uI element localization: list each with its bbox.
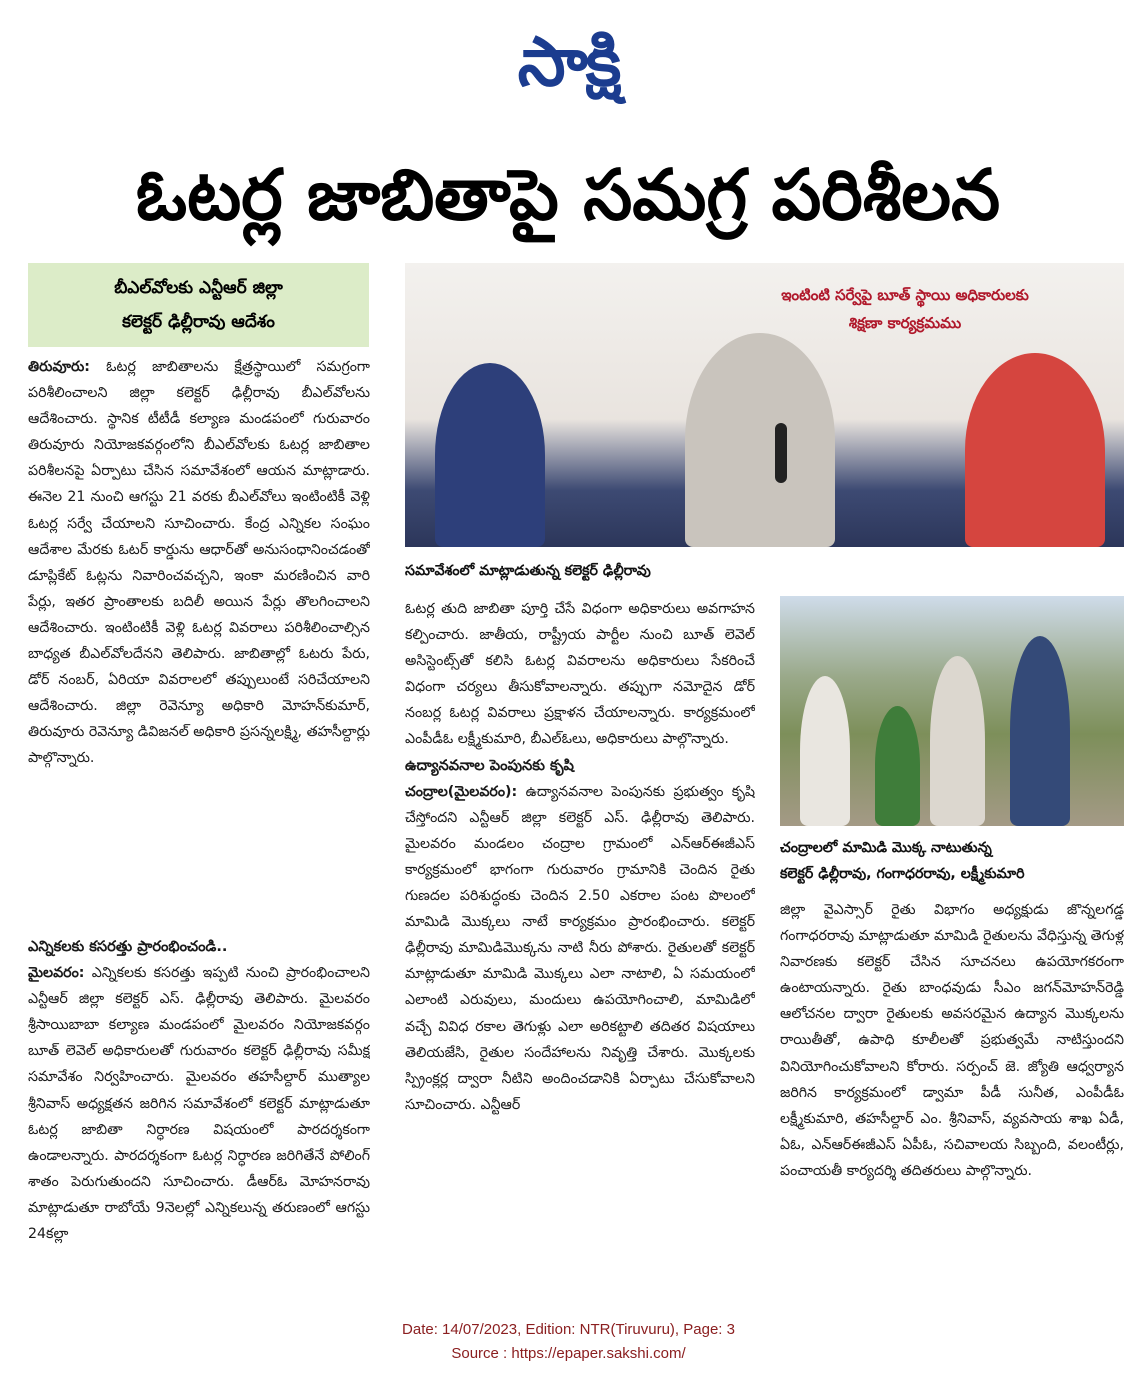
person-planting-2 bbox=[930, 656, 985, 826]
person-left bbox=[435, 363, 545, 547]
mango-sapling bbox=[875, 706, 920, 826]
subhead-box bbox=[28, 263, 369, 347]
article-tiruvuru-body: ఓటర్ల జాబితాలను క్షేత్రస్థాయిలో సమగ్రంగా పరిశీలించాలని జిల్లా కలెక్టర్‌ ఢిల్లీరావు బీఎల్‌వోలను ఆదేశించారు. స్థానిక టీటీడీ కల్యాణ మండపంలో గురువారం తిరువూరు నియోజకవర్గంలోని బీఎల్‌వోలకు ఓటర్ల జాబితాల పరిశీలనపై ఏర్పాటు చేసిన సమావేశంలో ఆయన మాట్లాడారు. ఈనెల 21 నుంచి ఆగస్టు 21 వరకు బీఎల్‌వోలు ఇంటింటికీ వెళ్లి ఓటర్ల సర్వే చేయాలని సూచించారు. కేంద్ర ఎన్నికల సంఘం ఆదేశాల మేరకు ఓటర్‌ కార్డును ఆధార్‌తో అనుసంధానించడంతో డూప్లికేట్‌ ఓట్లను నివారించవచ్చని, ఇంకా మరణించిన వారి పేర్లు, ఇతర ప్రాంతాలకు బదిలీ అయిన పేర్లు తొలగించాలని ఆదేశించారు. ఇంటింటికీ వెళ్లి ఓటర్ల వివరాలు పరిశీలించాల్సిన బాధ్యత బీఎల్‌వోలదేనని తెలిపారు. జాబితాల్లో ఓటరు పేరు, డోర్‌ నంబర్‌, ఏరియా వివరాలలో తప్పులుంటే సరిచేయాలని ఆదేశించారు. జిల్లా రెవెన్యూ అధికారి మోహన్‌కుమార్‌, తిరువూరు రెవెన్యూ డివిజనల్‌ అధికారి ప్రసన్నలక్ష్మి, తహసీల్దార్లు పాల్గొన్నారు. bbox=[28, 359, 370, 767]
article-column-3 bbox=[780, 897, 1124, 1297]
banner-line-2: శిక్షణా కార్యక్రమము bbox=[848, 314, 962, 332]
photo-banner bbox=[695, 281, 1115, 341]
dateline-tiruvuru: తిరువూరు: bbox=[28, 359, 90, 375]
subhead-line-1: బీఎల్‌వోలకు ఎన్టీఆర్‌ జిల్లా bbox=[114, 278, 283, 298]
masthead bbox=[0, 18, 1137, 108]
article-horticulture-body: ఉద్యానవనాల పెంపునకు ప్రభుత్వం కృషి చేస్తోందని ఎన్టీఆర్‌ జిల్లా కలెక్టర్‌ ఎస్‌. ఢిల్లీరావు తెలిపారు. మైలవరం మండలం చంద్రాల గ్రామంలో ఎన్‌ఆర్‌ఈజీఎస్‌ కార్యక్రమంలో భాగంగా గురువారం గ్రామానికి చెందిన రైతు గుణదల పరిశుద్ధంకు చెందిన 2.50 ఎకరాల పంట పొలంలో మామిడి మొక్కలు నాటే కార్యక్రమం ప్రారంభించారు. కలెక్టర్‌ ఢిల్లీరావు మామిడిమొక్కను నాటి నీరు పోశారు. రైతులతో కలెక్టర్‌ మాట్లాడుతూ మామిడి మొక్కలు ఎలా నాటాలి, ఏ సమయంలో ఎలాంటి ఎరువులు, మందులు ఉపయోగించాలి, మామిడిలో వచ్చే వివిధ రకాల తెగుళ్లు ఎలా అరికట్టాలి తదితర విషయాలు తెలియజేసి, రైతుల సందేహాలను నివృత్తి చేశారు. మొక్కలకు స్ప్రింక్లర్ల ద్వారా నీటిని అందించడానికి ఏర్పాటు చేసుకోవాలని సూచించారు. ఎన్టీఆర్‌ bbox=[405, 783, 755, 1113]
article-column-3-body: జిల్లా వైఎస్సార్‌ రైతు విభాగం అధ్యక్షుడు జొన్నలగడ్డ గంగాధరరావు మాట్లాడుతూ మామిడి రైతులను వేధిస్తున్న తెగుళ్ల నివారణకు కలెక్టర్‌ చేసిన సూచనలు ఉపయోగకరంగా ఉంటాయన్నారు. రైతు బాంధవుడు సీఎం జగన్‌మోహన్‌రెడ్డి ఆలోచనల ద్వారా రైతులకు అవసరమైన ఉద్యాన మొక్కలను రాయితీతో, ఉపాధి కూలీలతో ప్రభుత్వమే నాటిస్తుందని వినియోగించుకోవాలని కోరారు. సర్పంచ్‌ జె. జ్యోతి ఆధ్వర్యాన జరిగిన కార్యక్రమంలో డ్వామా పీడీ సునీత, ఎంపీడీఓ లక్ష్మీకుమారి, తహసీల్దార్‌ ఎం. శ్రీనివాస్‌, వ్యవసాయ శాఖ ఏడీ, ఏఓ, ఎన్‌ఆర్‌ఈజీఎస్‌ ఏపీఓ, సచివాలయ సిబ్బంది, వలంటీర్లు, పంచాయతీ కార్యదర్శి తదితరులు పాల్గొన్నారు. bbox=[780, 902, 1124, 1179]
article-mylavaram bbox=[28, 934, 370, 1310]
article-column-2-body: ఓటర్ల తుది జాబితా పూర్తి చేసే విధంగా అధికారులు అవగాహన కల్పించారు. జాతీయ, రాష్ట్రీయ పార్టీల నుంచి బూత్‌ లెవెల్‌ అసిస్టెంట్స్‌తో కలిసి ఓటర్ల వివరాలను అధికారులు సేకరించే విధంగా చర్యలు తీసుకోవాలన్నారు. తప్పుగా నమోదైన డోర్‌ నంబర్ల ఓటర్ల వివరాలు ప్రక్షాళన చేయాలన్నారు. కార్యక్రమంలో ఎంపీడీఓ లక్ష్మీకుమారి, బీఎల్‌ఓలు, అధికారులు పాల్గొన్నారు. bbox=[405, 601, 755, 748]
article-mylavaram-body: ఎన్నికలకు కసరత్తు ఇప్పటి నుంచి ప్రారంభించాలని ఎన్టీఆర్‌ జిల్లా కలెక్టర్‌ ఎస్‌. ఢిల్లీరావు తెలిపారు. మైలవరం శ్రీసాయిబాబా కల్యాణ మండపంలో మైలవరం నియోజకవర్గం బూత్‌ లెవెల్‌ అధికారులతో గురువారం కలెక్టర్‌ ఢిల్లీరావు సమీక్ష సమావేశం నిర్వహించారు. మైలవరం తహసీల్దార్‌ ముత్యాల శ్రీనివాస్‌ అధ్యక్షతన జరిగిన సమావేశంలో కలెక్టర్‌ మాట్లాడుతూ ఓటర్ల జాబితా నిర్ధారణ విషయంలో పారదర్శకంగా ఉండాలన్నారు. పారదర్శకంగా ఓటర్ల నిర్ధారణ జరిగితేనే పోలింగ్‌ శాతం పెరుగుతుందని సూచించారు. డీఆర్‌ఓ మోహనరావు మాట్లాడుతూ రాబోయే 9నెలల్లో ఎన్నికలున్న తరుణంలో ఆగస్టు 24కల్లా bbox=[28, 965, 370, 1243]
microphone bbox=[775, 423, 787, 483]
person-planting-3 bbox=[1010, 636, 1070, 826]
dateline-mylavaram: మైలవరం: bbox=[28, 965, 85, 982]
caption-line-2: కలెక్టర్‌ ఢిల్లీరావు, గంగాధరరావు, లక్ష్మీకుమారి bbox=[780, 866, 1025, 882]
photo-caption-planting bbox=[780, 835, 1124, 887]
person-planting-1 bbox=[800, 676, 850, 826]
person-collector bbox=[685, 333, 835, 547]
person-right bbox=[965, 353, 1105, 547]
article-tiruvuru bbox=[28, 354, 370, 934]
caption-line-1: చంద్రాలలో మామిడి మొక్క నాటుతున్న bbox=[780, 840, 992, 856]
headline: ఓటర్ల జాబితాపై సమగ్ర పరిశీలన bbox=[135, 154, 1001, 236]
photo-collector-meeting bbox=[405, 263, 1124, 547]
sakshi-logo bbox=[444, 18, 694, 108]
subsection-heading-elections: ఎన్నికలకు కసరత్తు ప్రారంభించండి.. bbox=[28, 938, 228, 955]
subsection-heading-horticulture: ఉద్యానవనాల పెంపునకు కృషి bbox=[405, 756, 574, 774]
footer-source-line: Source : https://epaper.sakshi.com/ bbox=[451, 1345, 686, 1362]
photo-mango-planting bbox=[780, 596, 1124, 826]
dateline-chandrala: చంద్రాల(మైలవరం): bbox=[405, 783, 518, 800]
footer-date-line: Date: 14/07/2023, Edition: NTR(Tiruvuru), Page: 3 bbox=[402, 1321, 735, 1338]
footer bbox=[0, 1318, 1137, 1366]
subhead-line-2: కలెక్టర్‌ ఢిల్లీరావు ఆదేశం bbox=[122, 312, 275, 332]
article-column-2 bbox=[405, 596, 755, 1296]
photo-caption-meeting: సమావేశంలో మాట్లాడుతున్న కలెక్టర్‌ ఢిల్లీరావు bbox=[405, 563, 651, 579]
banner-line-1: ఇంటింటి సర్వేపై బూత్‌ స్థాయి అధికారులకు bbox=[781, 286, 1029, 304]
logo-text: సాక్షి bbox=[517, 23, 620, 102]
